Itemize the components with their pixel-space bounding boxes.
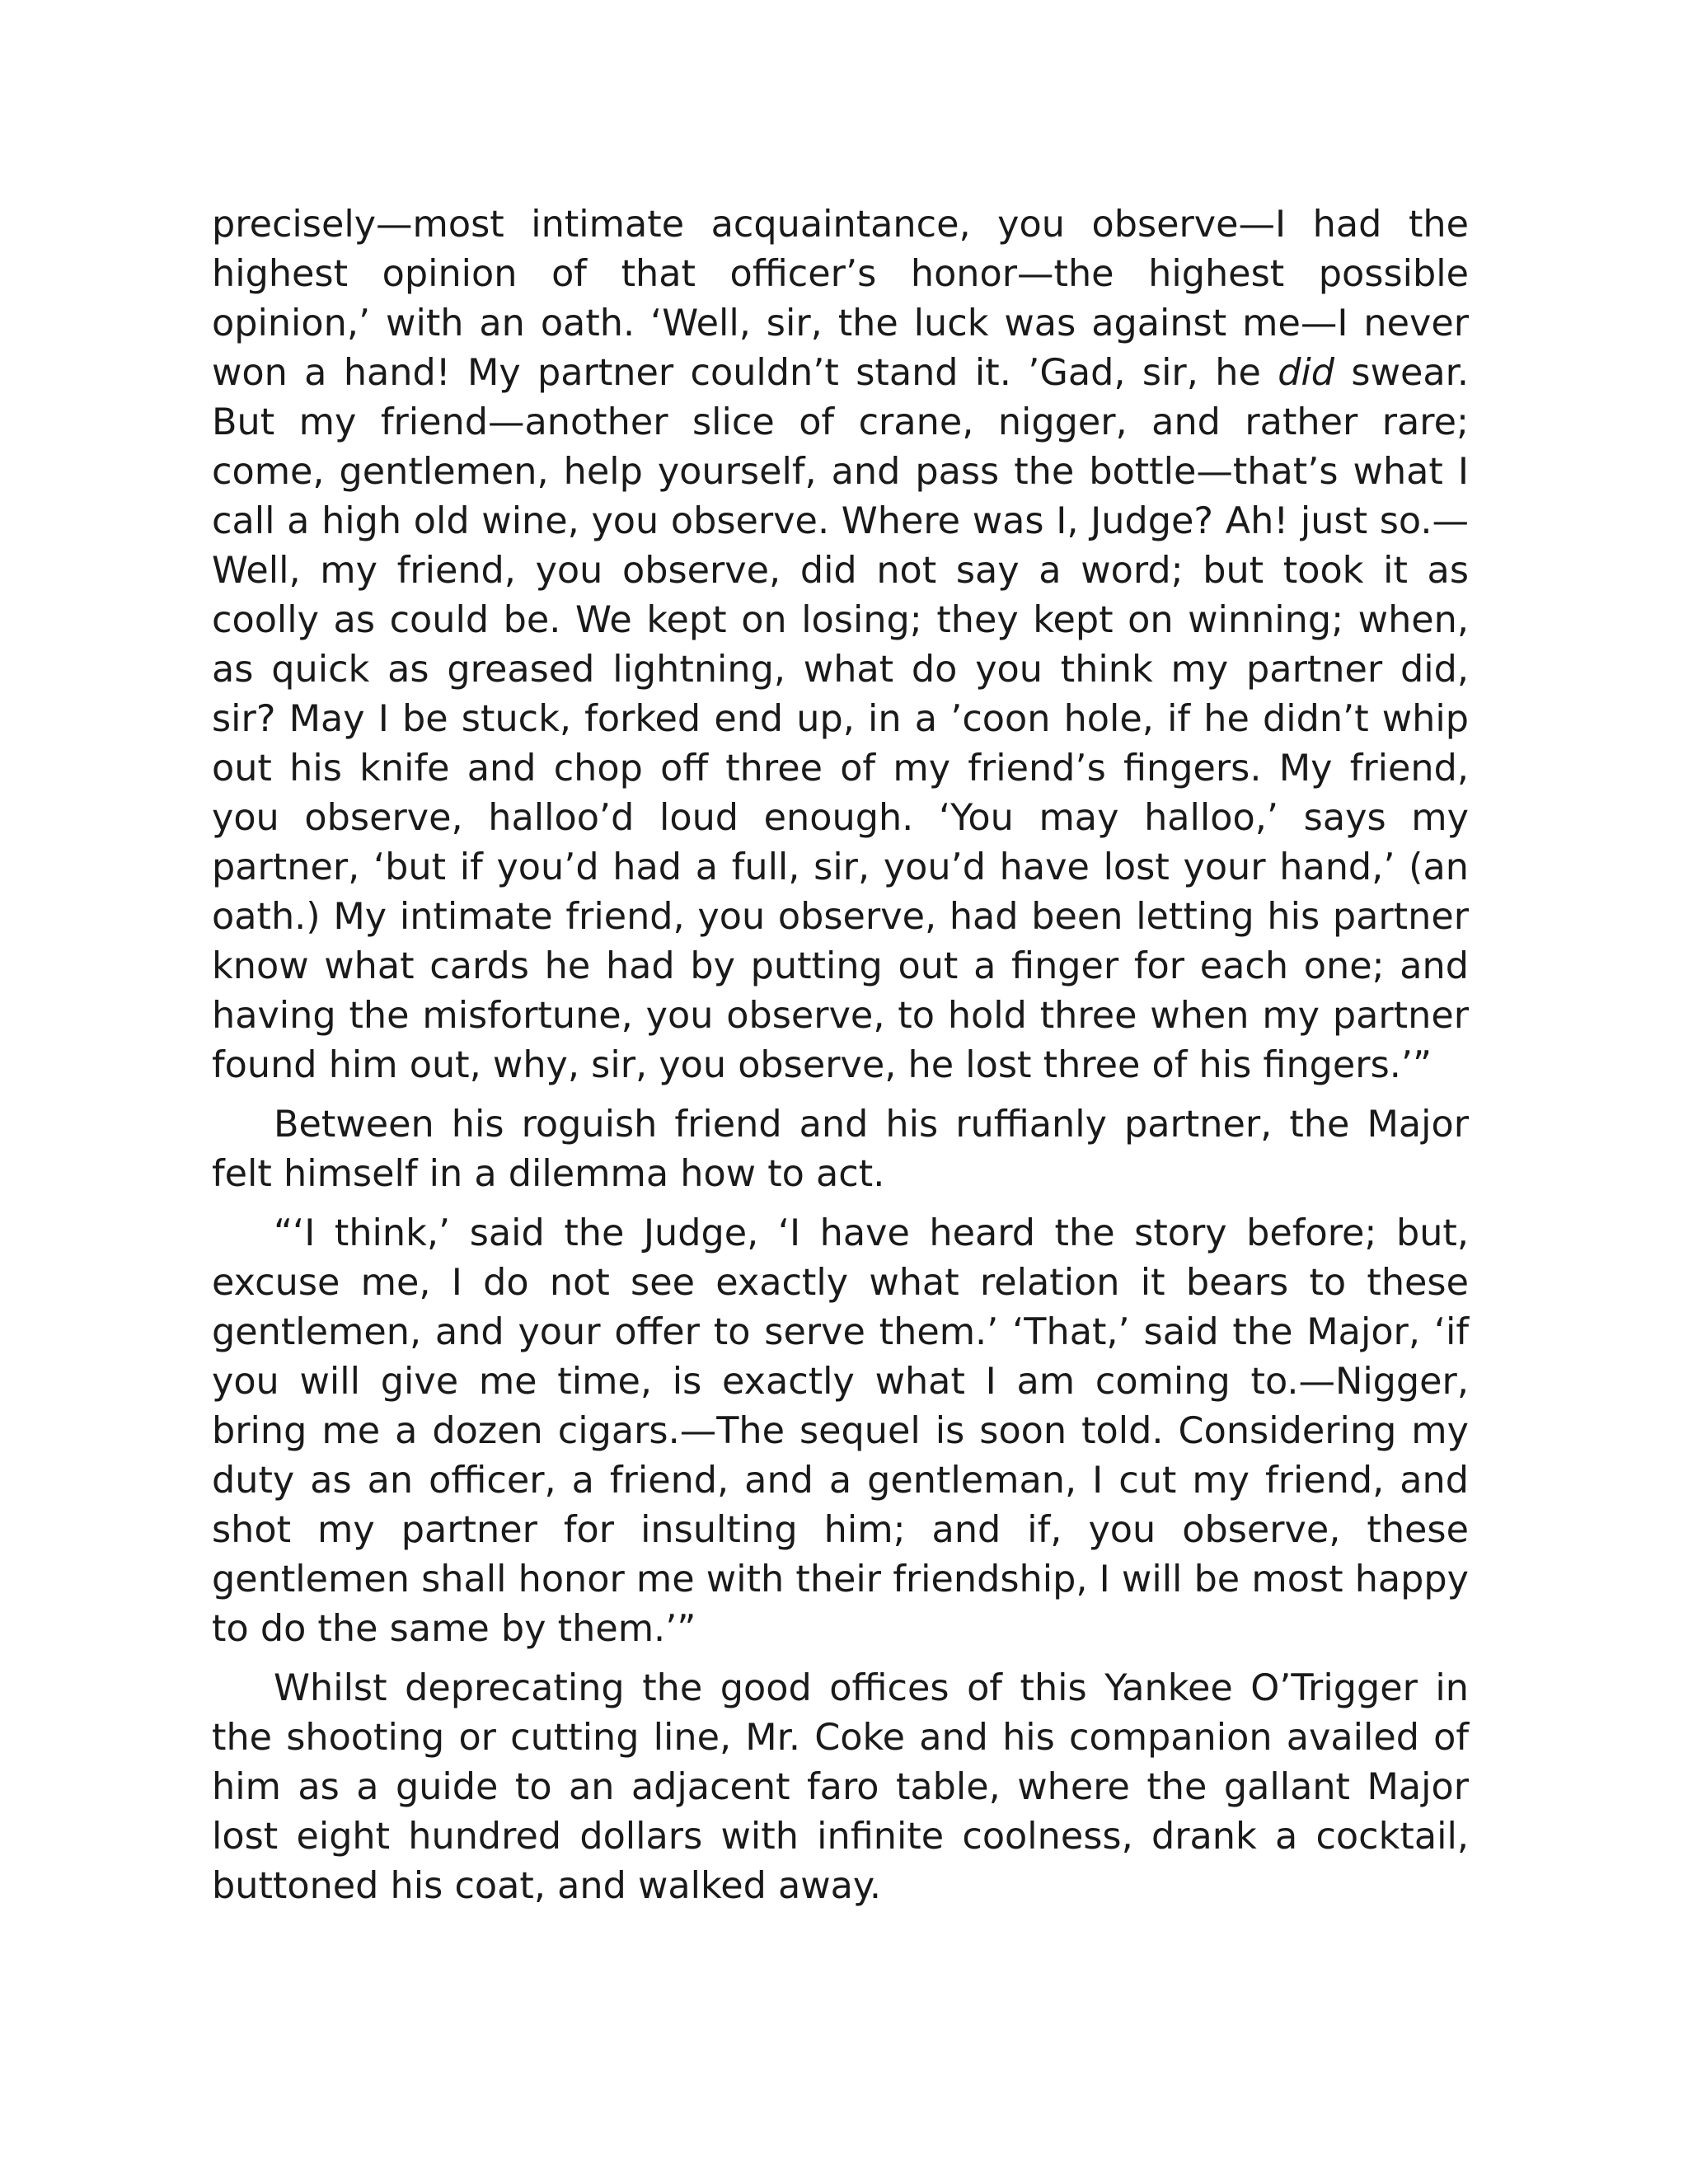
paragraph-1 [212,200,1469,1090]
paragraph-1-text-a: precisely—most intimate acquaintance, you observe—I had the highest opinion of that officer’s honor—the highest possible opinion,’ with an oath. ‘Well, sir, the luck was against me—I never won a hand! My partner couldn’t stand it. ’Gad, sir, he [212,204,1469,394]
paragraph-2 [212,1100,1469,1199]
paragraph-4 [212,1664,1469,1911]
paragraph-2-text: Between his roguish friend and his ruffianly partner, the Major felt himself in a dilemma how to act. [212,1104,1469,1195]
paragraph-1-text-b: swear. But my friend—another slice of crane, nigger, and rather rare; come, gentlemen, help yourself, and pass the bottle—that’s what I call a high old wine, you observe. Where was I, Judge? Ah! just so.—Well, my friend, you observe, did not say a word; but took it as coolly as could be. We kept on losing; they kept on winning; when, as quick as greased lightning, what do you think my partner did, sir? May I be stuck, forked end up, in a ’coon hole, if he didn’t whip out his knife and chop off three of my friend’s fingers. My friend, you observe, halloo’d loud enough. ‘You may halloo,’ says my partner, ‘but if you’d had a full, sir, you’d have lost your hand,’ (an oath.) My intimate friend, you observe, had been letting his partner know what cards he had by putting out a finger for each one; and having the misfortune, you observe, to hold three when my partner found him out, why, sir, you observe, he lost three of his fingers.’” [212,352,1469,1086]
paragraph-4-text: Whilst deprecating the good offices of this Yankee O’Trigger in the shooting or cutting line, Mr. Coke and his companion availed of him as a guide to an adjacent faro table, where the gallant Major lost eight hundred dollars with infinite coolness, drank a cocktail, buttoned his coat, and walked away. [212,1667,1469,1907]
paragraph-3-text: “‘I think,’ said the Judge, ‘I have heard the story before; but, excuse me, I do not see exactly what relation it bears to these gentlemen, and your offer to serve them.’ ‘That,’ said the Major, ‘if you will give me time, is exactly what I am coming to.—Nigger, bring me a dozen cigars.—The sequel is soon told. Considering my duty as an officer, a friend, and a gentleman, I cut my friend, and shot my partner for insulting him; and if, you observe, these gentlemen shall honor me with their friendship, I will be most happy to do the same by them.’” [212,1212,1469,1650]
paragraph-1-italic-word: did [1278,352,1335,394]
document-page [212,200,1469,1921]
paragraph-3 [212,1209,1469,1654]
